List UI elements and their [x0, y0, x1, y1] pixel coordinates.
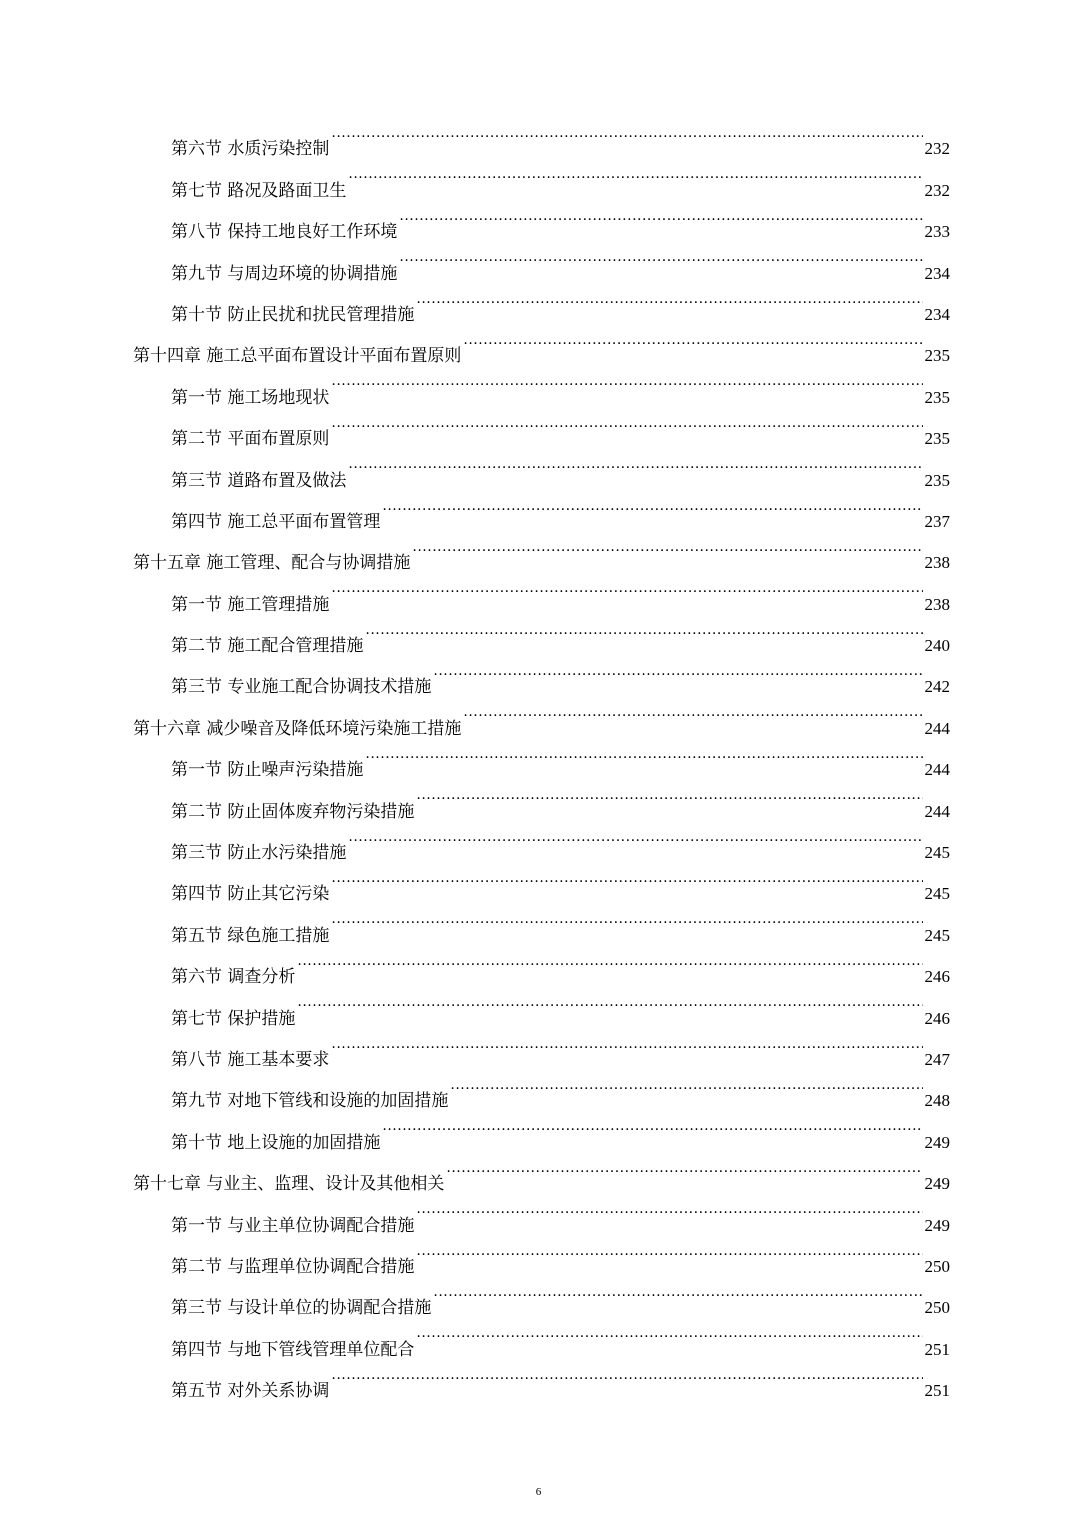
toc-dot-leader: [416, 1313, 922, 1354]
toc-section-entry[interactable]: [0, 113, 1077, 160]
toc-entry-page-number: 240: [924, 636, 950, 656]
toc-section-entry[interactable]: [0, 1313, 1077, 1360]
toc-entry-page-number: 250: [924, 1298, 950, 1318]
toc-entry-title: 第四节 与地下管线管理单位配合: [171, 1339, 415, 1360]
toc-dot-leader: [365, 610, 922, 651]
toc-entry-title: 第十六章 减少噪音及降低环境污染施工措施: [133, 718, 462, 739]
toc-section-entry[interactable]: [0, 486, 1077, 532]
toc-entry-page-number: 242: [924, 677, 950, 697]
toc-entry-page-number: 235: [924, 346, 950, 366]
toc-entry-title: 第五节 对外关系协调: [171, 1381, 330, 1402]
toc-dot-leader: [348, 154, 922, 195]
toc-entry-page-number: 246: [924, 1008, 950, 1028]
page-number: 6: [535, 1486, 542, 1498]
toc-dot-leader: [399, 196, 922, 237]
toc-entry-page-number: 247: [924, 1049, 950, 1069]
toc-entry-title: 第一节 与业主单位协调配合措施: [171, 1215, 415, 1236]
toc-entry-page-number: 249: [924, 1174, 950, 1194]
toc-dot-leader: [331, 1355, 922, 1396]
toc-entry-page-number: 235: [924, 470, 950, 490]
toc-entry-title: 第一节 施工场地现状: [171, 387, 330, 408]
toc-section-entry[interactable]: [0, 651, 1077, 698]
toc-entry-page-number: 251: [924, 1339, 950, 1359]
toc-dot-leader: [416, 775, 922, 816]
toc-section-entry[interactable]: [0, 1106, 1077, 1153]
toc-chapter-entry[interactable]: [0, 320, 1077, 367]
toc-section-entry[interactable]: [0, 1231, 1077, 1277]
toc-entry-title: 第八节 保持工地良好工作环境: [171, 222, 398, 243]
toc-chapter-entry[interactable]: [0, 1148, 1077, 1195]
toc-section-entry[interactable]: [0, 444, 1077, 491]
toc-dot-leader: [382, 486, 922, 527]
toc-dot-leader: [348, 444, 922, 485]
toc-entry-title: 第四节 施工总平面布置管理: [171, 511, 381, 532]
toc-entry-title: 第六节 调查分析: [171, 967, 296, 988]
toc-entry-title: 第二节 防止固体废弃物污染措施: [171, 801, 415, 822]
toc-entry-title: 第十四章 施工总平面布置设计平面布置原则: [133, 346, 462, 367]
toc-entry-page-number: 234: [924, 263, 950, 283]
toc-entry-page-number: 251: [924, 1381, 950, 1401]
toc-entry-title: 第二节 平面布置原则: [171, 429, 330, 450]
toc-entry-page-number: 235: [924, 429, 950, 449]
toc-dot-leader: [463, 692, 922, 733]
toc-entry-title: 第三节 道路布置及做法: [171, 470, 347, 491]
toc-dot-leader: [365, 734, 922, 775]
toc-dot-leader: [433, 1272, 922, 1313]
toc-dot-leader: [416, 279, 922, 320]
toc-section-entry[interactable]: [0, 941, 1077, 988]
toc-entry-page-number: 249: [924, 1215, 950, 1235]
toc-dot-leader: [446, 1148, 922, 1189]
toc-entry-page-number: 238: [924, 594, 950, 614]
toc-section-entry[interactable]: [0, 1065, 1077, 1112]
toc-section-entry[interactable]: [0, 1272, 1077, 1319]
toc-dot-leader: [297, 941, 922, 982]
toc-entry-page-number: 248: [924, 1091, 950, 1111]
toc-section-entry[interactable]: [0, 237, 1077, 284]
toc-entry-page-number: 244: [924, 760, 950, 780]
toc-section-entry[interactable]: [0, 610, 1077, 657]
toc-entry-title: 第二节 施工配合管理措施: [171, 636, 364, 657]
toc-entry-title: 第十五章 施工管理、配合与协调措施: [133, 553, 411, 574]
toc-entry-title: 第三节 防止水污染措施: [171, 843, 347, 864]
toc-entry-title: 第四节 防止其它污染: [171, 884, 330, 905]
toc-entry-page-number: 245: [924, 884, 950, 904]
toc-entry-page-number: 244: [924, 801, 950, 821]
toc-entry-title: 第六节 水质污染控制: [171, 139, 330, 160]
toc-entry-page-number: 245: [924, 843, 950, 863]
toc-chapter-entry[interactable]: [0, 692, 1077, 739]
table-of-contents: [0, 113, 1077, 1402]
toc-entry-title: 第二节 与监理单位协调配合措施: [171, 1256, 415, 1277]
toc-section-entry[interactable]: [0, 1355, 1077, 1402]
toc-entry-page-number: 249: [924, 1132, 950, 1152]
toc-dot-leader: [412, 527, 922, 568]
toc-entry-page-number: 232: [924, 180, 950, 200]
toc-entry-title: 第三节 专业施工配合协调技术措施: [171, 677, 432, 698]
toc-entry-page-number: 233: [924, 222, 950, 242]
toc-dot-leader: [331, 1024, 922, 1065]
toc-dot-leader: [331, 899, 922, 940]
toc-entry-page-number: 245: [924, 925, 950, 945]
toc-dot-leader: [463, 320, 922, 361]
toc-dot-leader: [450, 1065, 922, 1106]
toc-section-entry[interactable]: [0, 899, 1077, 946]
toc-dot-leader: [399, 237, 922, 278]
toc-section-entry[interactable]: [0, 817, 1077, 864]
toc-entry-title: 第九节 对地下管线和设施的加固措施: [171, 1091, 449, 1112]
toc-dot-leader: [331, 361, 922, 402]
toc-entry-page-number: 246: [924, 967, 950, 987]
toc-entry-title: 第七节 保护措施: [171, 1008, 296, 1029]
toc-entry-title: 第七节 路况及路面卫生: [171, 180, 347, 201]
toc-section-entry[interactable]: [0, 196, 1077, 243]
toc-section-entry[interactable]: [0, 279, 1077, 325]
toc-entry-page-number: 250: [924, 1256, 950, 1276]
toc-dot-leader: [331, 113, 922, 154]
toc-entry-page-number: 238: [924, 553, 950, 573]
toc-entry-title: 第一节 施工管理措施: [171, 594, 330, 615]
toc-dot-leader: [433, 651, 922, 692]
toc-entry-title: 第八节 施工基本要求: [171, 1049, 330, 1070]
toc-dot-leader: [331, 568, 922, 609]
toc-dot-leader: [416, 1189, 922, 1230]
toc-section-entry[interactable]: [0, 154, 1077, 201]
toc-entry-title: 第十节 地上设施的加固措施: [171, 1132, 381, 1153]
toc-dot-leader: [348, 817, 922, 858]
toc-dot-leader: [331, 403, 922, 444]
toc-entry-title: 第十七章 与业主、监理、设计及其他相关: [133, 1174, 445, 1195]
toc-dot-leader: [331, 858, 922, 899]
toc-dot-leader: [416, 1231, 922, 1272]
toc-entry-title: 第五节 绿色施工措施: [171, 925, 330, 946]
toc-entry-page-number: 237: [924, 511, 950, 531]
toc-entry-page-number: 244: [924, 718, 950, 738]
toc-section-entry[interactable]: [0, 858, 1077, 905]
toc-entry-page-number: 232: [924, 139, 950, 159]
toc-entry-title: 第十节 防止民扰和扰民管理措施: [171, 304, 415, 325]
toc-dot-leader: [382, 1106, 922, 1147]
toc-entry-title: 第九节 与周边环境的协调措施: [171, 263, 398, 284]
toc-entry-title: 第一节 防止噪声污染措施: [171, 760, 364, 781]
toc-entry-page-number: 235: [924, 387, 950, 407]
toc-entry-title: 第三节 与设计单位的协调配合措施: [171, 1298, 432, 1319]
toc-entry-page-number: 234: [924, 304, 950, 324]
toc-section-entry[interactable]: [0, 775, 1077, 822]
toc-chapter-entry[interactable]: [0, 527, 1077, 574]
toc-section-entry[interactable]: [0, 403, 1077, 450]
toc-dot-leader: [297, 982, 922, 1023]
toc-section-entry[interactable]: [0, 1024, 1077, 1070]
toc-section-entry[interactable]: [0, 982, 1077, 1029]
